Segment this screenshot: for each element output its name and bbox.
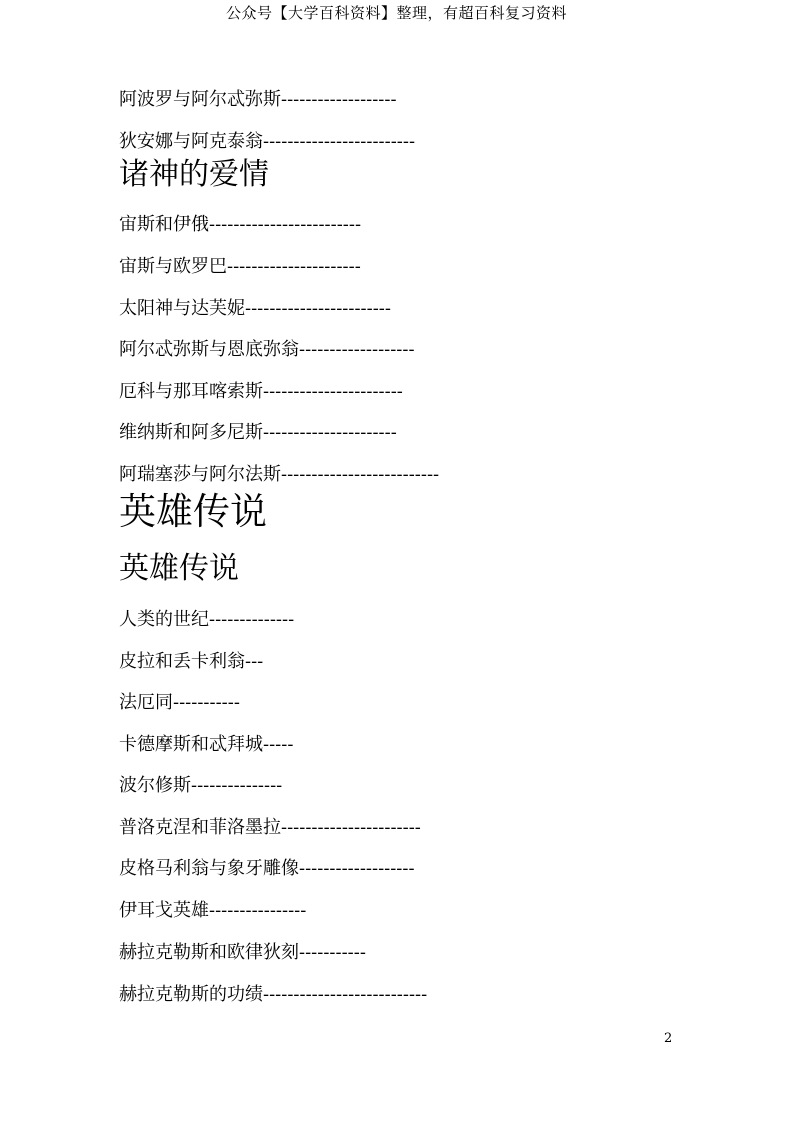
toc-entry: 伊耳戈英雄---------------- [119,900,307,921]
toc-entry: 皮格马利翁与象牙雕像------------------- [119,858,415,879]
toc-entry: 厄科与那耳喀索斯----------------------- [119,381,403,402]
toc-entry: 太阳神与达芙妮------------------------ [119,298,391,319]
toc-entry: 赫拉克勒斯和欧律狄刻----------- [119,942,366,963]
page-header: 公众号【大学百科资料】整理，有超百科复习资料 [225,4,567,22]
toc-entry: 阿波罗与阿尔忒弥斯------------------- [119,89,397,110]
toc-entry: 卡德摩斯和忒拜城----- [119,734,294,755]
toc-entry: 赫拉克勒斯的功绩--------------------------- [119,984,428,1005]
toc-entry: 阿瑞塞莎与阿尔法斯-------------------------- [119,464,440,485]
toc-entry: 皮拉和丢卡利翁--- [119,651,264,672]
toc-entry: 阿尔忒弥斯与恩底弥翁------------------- [119,339,415,360]
toc-entry: 宙斯与欧罗巴---------------------- [119,256,361,277]
toc-entry: 普洛克涅和菲洛墨拉----------------------- [119,817,421,838]
section-heading: 英雄传说 [119,551,239,586]
section-heading: 诸神的爱情 [119,157,269,192]
toc-entry: 维纳斯和阿多尼斯---------------------- [119,422,397,443]
toc-entry: 宙斯和伊俄------------------------- [119,214,362,235]
toc-entry: 狄安娜与阿克泰翁------------------------- [119,131,416,152]
page-number: 2 [664,1031,673,1046]
toc-entry: 人类的世纪-------------- [119,609,295,630]
toc-entry: 法厄同----------- [119,692,240,713]
part-heading: 英雄传说 [119,490,267,533]
toc-entry: 波尔修斯--------------- [119,775,283,796]
